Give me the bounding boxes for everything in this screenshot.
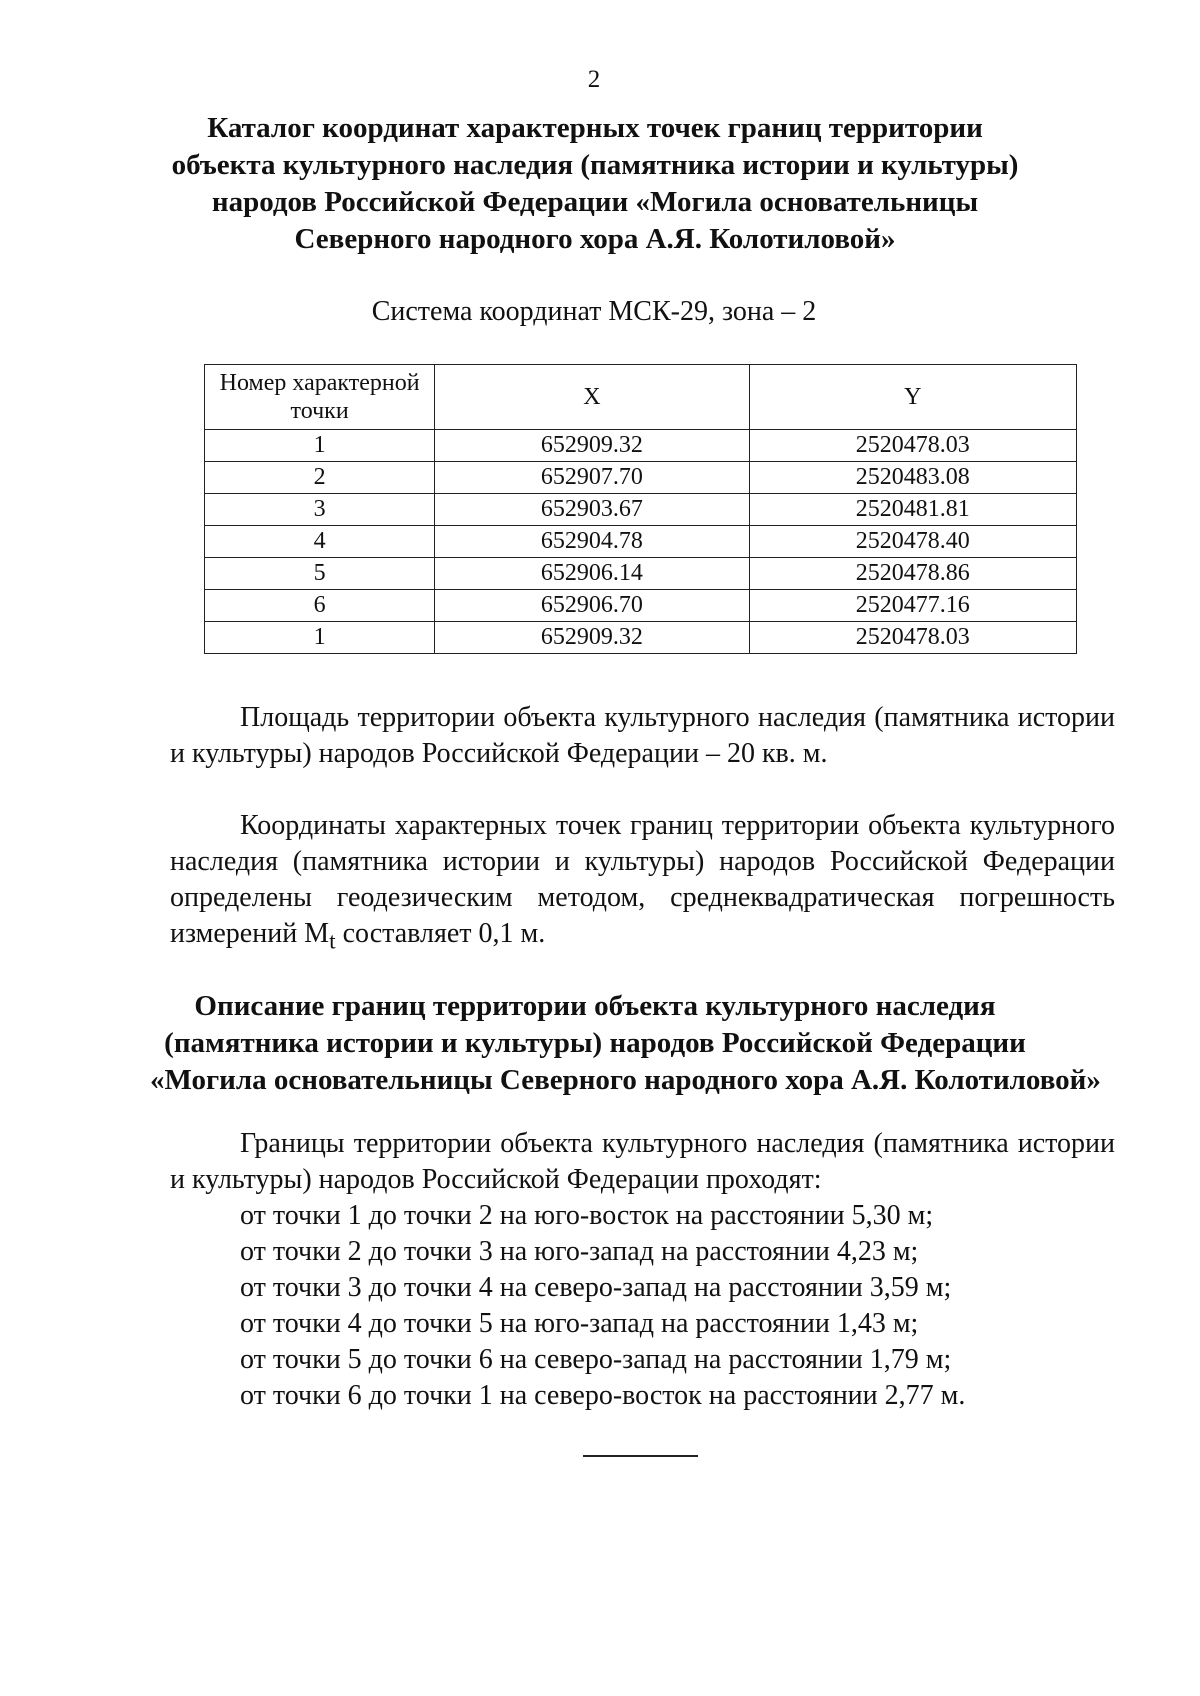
- cell-point: 1: [205, 430, 435, 462]
- cell-point: 6: [205, 590, 435, 622]
- accuracy-paragraph: [170, 808, 1115, 960]
- header-point-number: Номер характерной точки: [205, 365, 435, 430]
- description-title-line: Описание границ территории объекта культурного наследия: [194, 990, 996, 1022]
- borders-intro: Границы территории объекта культурного наследия (памятника истории и культуры) народов Российской Федерации проходят:: [170, 1128, 1115, 1195]
- catalog-title-line: Северного народного хора А.Я. Колотиловой»: [294, 223, 896, 255]
- table-row: [205, 558, 1077, 590]
- cell-y: 2520478.03: [749, 622, 1076, 654]
- header-y: Y: [749, 365, 1076, 430]
- coordinates-table: [204, 364, 1077, 654]
- cell-y: 2520478.03: [749, 430, 1076, 462]
- accuracy-text: Координаты характерных точек границ территории объекта культурного наследия (памятника истории и культуры) народов Российской Федерации определены геодезическим методом, среднеквадратическая погрешность измерений M: [170, 810, 1115, 949]
- border-segments-list: [240, 1198, 965, 1414]
- table-row: [205, 622, 1077, 654]
- cell-x: 652903.67: [435, 494, 749, 526]
- cell-x: 652904.78: [435, 526, 749, 558]
- description-title-line: «Могила основательницы Северного народного хора А.Я. Колотиловой»: [150, 1064, 1101, 1096]
- catalog-title-line: объекта культурного наследия (памятника истории и культуры): [171, 149, 1019, 181]
- accuracy-text-end: составляет 0,1 м.: [335, 918, 546, 949]
- cell-point: 5: [205, 558, 435, 590]
- list-item: от точки 3 до точки 4 на северо-запад на расстоянии 3,59 м;: [240, 1272, 952, 1303]
- list-item: от точки 1 до точки 2 на юго-восток на расстоянии 5,30 м;: [240, 1200, 934, 1231]
- table-row: [205, 590, 1077, 622]
- cell-x: 652909.32: [435, 430, 749, 462]
- catalog-title-line: Каталог координат характерных точек границ территории: [207, 112, 983, 144]
- table-row: [205, 494, 1077, 526]
- list-item: от точки 5 до точки 6 на северо-запад на расстоянии 1,79 м;: [240, 1344, 952, 1375]
- header-x: X: [435, 365, 749, 430]
- cell-y: 2520483.08: [749, 462, 1076, 494]
- catalog-title-line: народов Российской Федерации «Могила основательницы: [211, 186, 979, 218]
- cell-y: 2520478.40: [749, 526, 1076, 558]
- cell-x: 652906.70: [435, 590, 749, 622]
- coordinate-system: Система координат МСК-29, зона – 2: [371, 296, 817, 327]
- area-paragraph: Площадь территории объекта культурного наследия (памятника истории и культуры) народов Российской Федерации – 20 кв. м.: [170, 702, 1115, 769]
- cell-x: 652909.32: [435, 622, 749, 654]
- list-item: от точки 2 до точки 3 на юго-запад на расстоянии 4,23 м;: [240, 1236, 919, 1267]
- cell-point: 4: [205, 526, 435, 558]
- end-divider: [583, 1455, 698, 1457]
- cell-point: 1: [205, 622, 435, 654]
- table-row: [205, 430, 1077, 462]
- cell-x: 652907.70: [435, 462, 749, 494]
- cell-y: 2520478.86: [749, 558, 1076, 590]
- description-title-line: (памятника истории и культуры) народов Российской Федерации: [164, 1027, 1026, 1059]
- cell-y: 2520481.81: [749, 494, 1076, 526]
- catalog-title: [150, 110, 1040, 258]
- table-row: [205, 462, 1077, 494]
- cell-point: 3: [205, 494, 435, 526]
- list-item: от точки 4 до точки 5 на юго-запад на расстоянии 1,43 м;: [240, 1308, 919, 1339]
- cell-point: 2: [205, 462, 435, 494]
- page-number: 2: [587, 66, 601, 93]
- cell-y: 2520477.16: [749, 590, 1076, 622]
- list-item: от точки 6 до точки 1 на северо-восток на расстоянии 2,77 м.: [240, 1380, 966, 1411]
- table-header-row: [205, 365, 1077, 430]
- description-title: [150, 988, 1101, 1099]
- cell-x: 652906.14: [435, 558, 749, 590]
- accuracy-subscript: t: [329, 928, 336, 955]
- table-row: [205, 526, 1077, 558]
